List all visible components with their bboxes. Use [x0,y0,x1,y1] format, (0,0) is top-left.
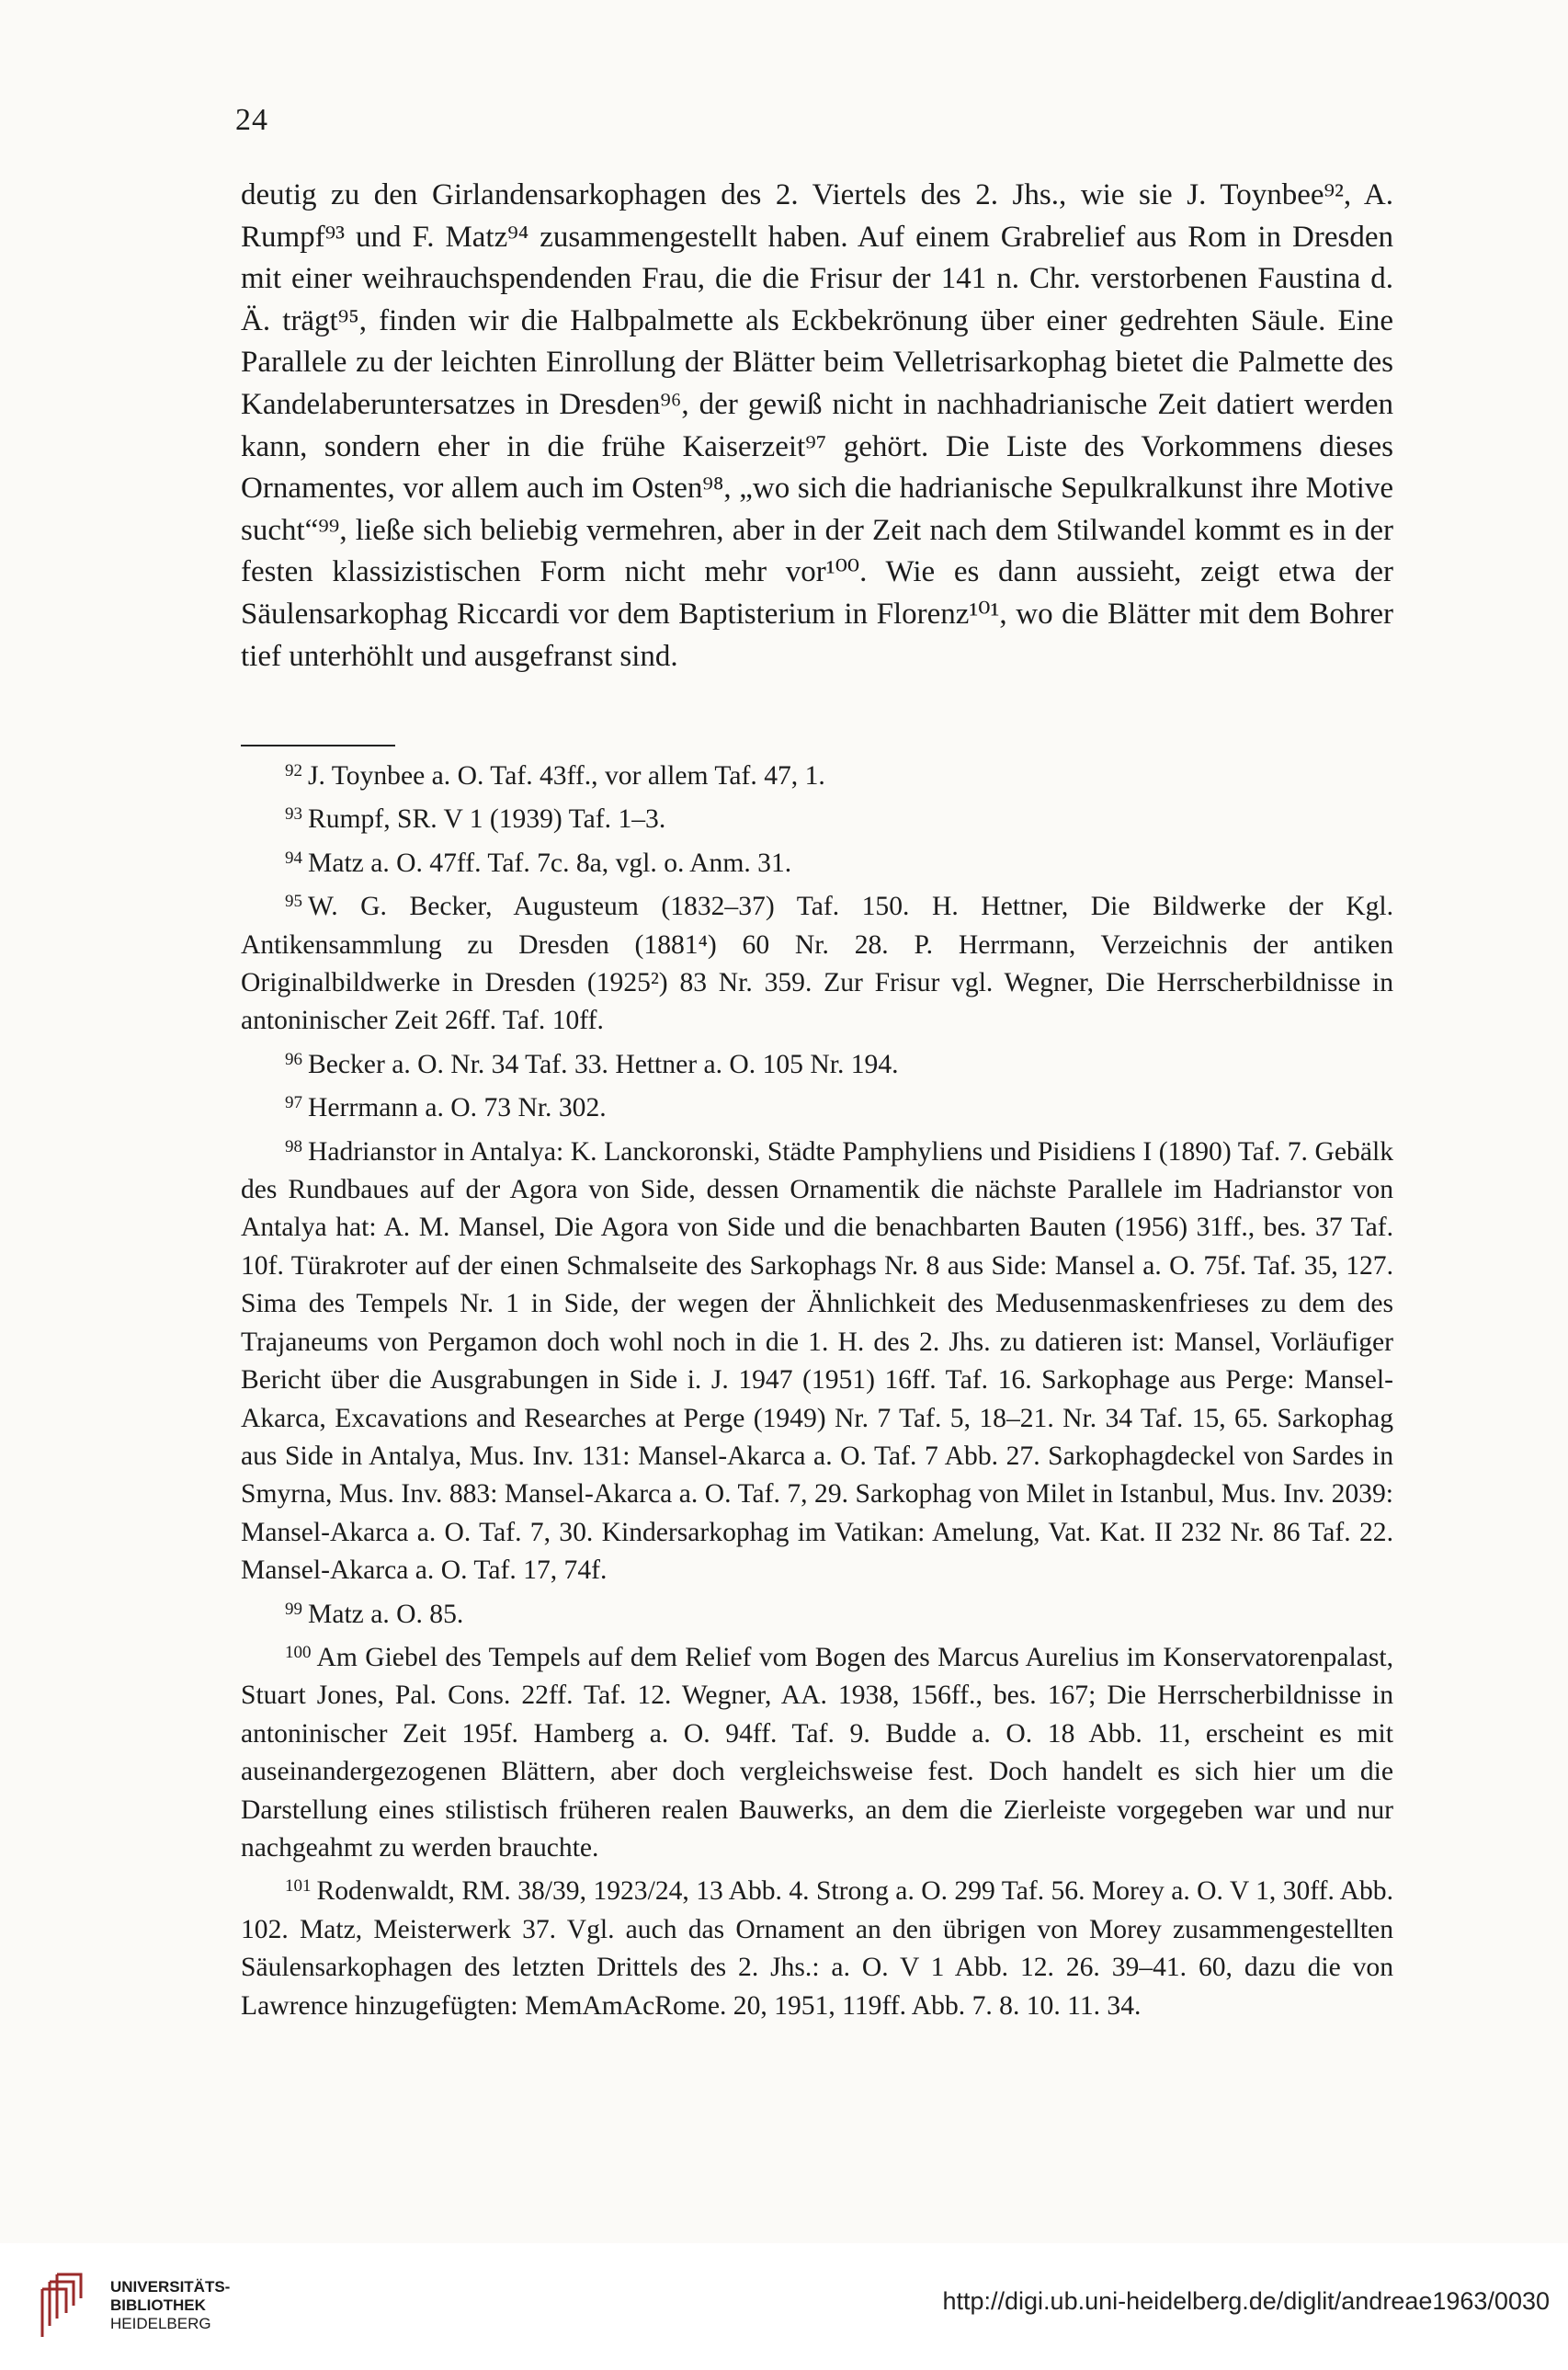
footnote-text: Am Giebel des Tempels auf dem Relief vom Bogen des Marcus Aurelius im Konservatorenpalast, Stuart Jones, Pal. Cons. 22ff. Taf. 12. Wegner, AA. 1938, 156ff., bes. 167; Die Herrscherbildnisse in antoninischer Zeit 195f. Hamberg a. O. 94ff. Taf. 9. Budde a. O. 18 Abb. 11, erscheint es mit auseinandergezogenen Blättern, aber doch vergleichsweise fest. Doch handelt es sich hier um die Darstellung eines stilistisch früheren realen Bauwerks, an dem die Zierleiste vorgegeben war und nur nachgeahmt zu werden brauchte. [241,1642,1393,1863]
footnote-number: 92 [285,761,302,781]
footnotes [241,752,1393,2025]
footnote-101 [241,1867,1393,2025]
footnote-text: Rumpf, SR. V 1 (1939) Taf. 1–3. [308,804,666,835]
footnote-number: 101 [285,1876,312,1897]
footnote-number: 95 [285,892,302,912]
body-paragraph: deutig zu den Girlandensarkophagen des 2. Viertels des 2. Jhs., wie sie J. Toynbee⁹², A. Rumpf⁹³ und F. Matz⁹⁴ zusammengestellt haben. Auf einem Grabrelief aus Rom in Dresden mit einer weihrauchspendenden Frau, die die Frisur der 141 n. Chr. verstorbenen Faustina d. Ä. trägt⁹⁵, finden wir die Halbpalmette als Eckbekrönung über einer gedrehten Säule. Eine Parallele zu der leichten Einrollung der Blätter beim Velletrisarkophag bietet die Palmette des Kandelaberuntersatzes in Dresden⁹⁶, der gewiß nicht in nachhadrianische Zeit datiert werden kann, sondern eher in die frühe Kaiserzeit⁹⁷ gehört. Die Liste des Vorkommens dieses Ornamentes, vor allem auch im Osten⁹⁸, „wo sich die hadrianische Sepulkralkunst ihre Motive sucht“⁹⁹, ließe sich beliebig vermehren, aber in der Zeit nach dem Stilwandel kommt es in der festen klassizistischen Form nicht mehr vor¹⁰⁰. Wie es dann aussieht, zeigt etwa der Säulensarkophag Riccardi vor dem Baptisterium in Florenz¹⁰¹, wo die Blätter mit dem Bohrer tief unterhöhlt und ausgefranst sind. [241,178,1393,673]
library-name [110,2278,230,2333]
source-url[interactable]: http://digi.ub.uni-heidelberg.de/diglit/andreae1963/0030 [942,2287,1550,2315]
footnote-99 [241,1590,1393,1634]
footnote-93 [241,795,1393,838]
footnote-number: 96 [285,1049,302,1069]
footnote-96 [241,1041,1393,1084]
footnote-95 [241,883,1393,1041]
body-text [241,175,1393,678]
footnote-text: Rodenwaldt, RM. 38/39, 1923/24, 13 Abb. 4. Strong a. O. 299 Taf. 56. Morey a. O. V 1, 30ff. Abb. 102. Matz, Meisterwerk 37. Vgl. auch das Ornament an den übrigen von Morey zusammengestellten Säulensarkophagen des letzten Drittels des 2. Jhs.: a. O. V 1 Abb. 12. 26. 39–41. 60, dazu die von Lawrence hinzugefügten: MemAmAcRome. 20, 1951, 119ff. Abb. 7. 8. 10. 11. 34. [241,1876,1393,2021]
footnote-100 [241,1634,1393,1867]
footnote-text: Matz a. O. 47ff. Taf. 7c. 8a, vgl. o. Anm. 31. [308,848,792,878]
footnote-text: Herrmann a. O. 73 Nr. 302. [308,1093,607,1123]
footnote-number: 98 [285,1136,302,1157]
footnote-text: W. G. Becker, Augusteum (1832–37) Taf. 150. H. Hettner, Die Bildwerke der Kgl. Antikensammlung zu Dresden (1881⁴) 60 Nr. 28. P. Herrmann, Verzeichnis der antiken Originalbildwerke in Dresden (1925²) 83 Nr. 359. Zur Frisur vgl. Wegner, Die Herrscherbildnisse in antoninischer Zeit 26ff. Taf. 10ff. [241,892,1393,1036]
page-number: 24 [235,103,268,137]
footnote-92 [241,752,1393,795]
footnote-94 [241,839,1393,883]
footnote-number: 94 [285,848,302,868]
footnote-number: 99 [285,1599,302,1619]
library-name-line: BIBLIOTHEK [110,2296,206,2314]
footnote-text: J. Toynbee a. O. Taf. 43ff., vor allem Taf. 47, 1. [308,761,825,791]
footnote-text: Matz a. O. 85. [308,1599,464,1629]
footnote-divider [241,745,395,746]
footnote-text: Hadrianstor in Antalya: K. Lanckoronski, Städte Pamphyliens und Pisidiens I (1890) Taf. 7. Gebälk des Rundbaues auf der Agora von Side, dessen Ornamentik die nächste Parallele im Hadrianstor von Antalya hat: A. M. Mansel, Die Agora von Side und die benachbarten Bauten (1956) 31ff., bes. 37 Taf. 10f. Türakroter auf der einen Schmalseite des Sarkophags Nr. 8 aus Side: Mansel a. O. 75f. Taf. 35, 127. Sima des Tempels Nr. 1 in Side, der wegen der Ähnlichkeit des Medusenmaskenfrieses zu dem des Trajaneums von Pergamon doch wohl noch in die 1. H. des 2. Jhs. zu datieren ist: Mansel, Vorläufiger Bericht über die Ausgrabungen in Side i. J. 1947 (1951) 16ff. Taf. 16. Sarkophage aus Perge: Mansel-Akarca, Excavations and Researches at Perge (1949) Nr. 7 Taf. 5, 18–21. Nr. 34 Taf. 15, 65. Sarkophag aus Side in Antalya, Mus. Inv. 131: Mansel-Akarca a. O. Taf. 7 Abb. 27. Sarkophagdeckel von Sardes in Smyrna, Mus. Inv. 883: Mansel-Akarca a. O. Taf. 7, 29. Sarkophag von Milet in Istanbul, Mus. Inv. 2039: Mansel-Akarca a. O. Taf. 7, 30. Kindersarkophag im Vatikan: Amelung, Vat. Kat. II 232 Nr. 86 Taf. 22. Mansel-Akarca a. O. Taf. 17, 74f. [241,1136,1393,1586]
footnote-number: 97 [285,1093,302,1113]
library-name-line: HEIDELBERG [110,2315,211,2332]
footnote-97 [241,1084,1393,1127]
ub-heidelberg-logo-icon [37,2271,92,2341]
footnote-number: 93 [285,804,302,825]
footnote-text: Becker a. O. Nr. 34 Taf. 33. Hettner a. O. 105 Nr. 194. [308,1049,899,1079]
footnote-98 [241,1128,1393,1590]
footnote-number: 100 [285,1642,312,1662]
library-name-line: UNIVERSITÄTS- [110,2278,231,2296]
